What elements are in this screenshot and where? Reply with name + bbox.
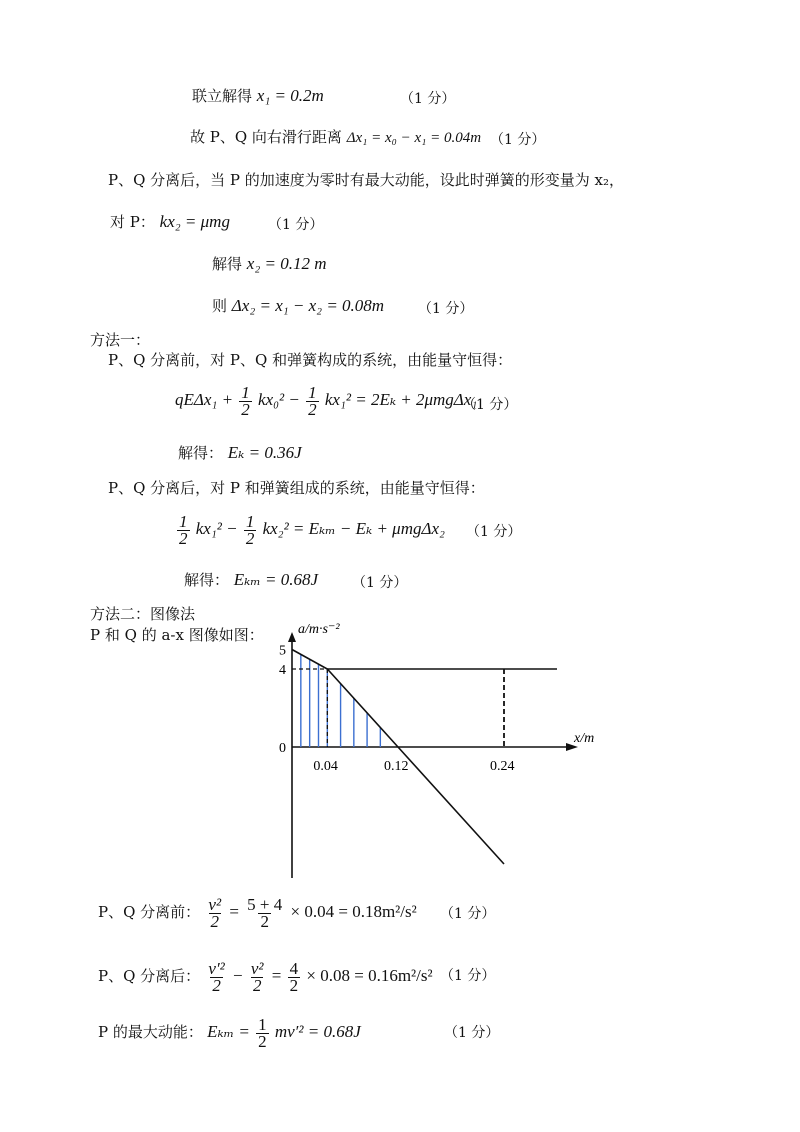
denominator: 2 — [260, 911, 269, 931]
fraction — [206, 894, 223, 931]
method-one-heading: 方法一： — [90, 331, 151, 349]
equation: Δx₁ = x₀ − x₁ = 0.04m — [346, 130, 482, 146]
text: 则 — [212, 297, 228, 315]
denominator: 2 — [252, 975, 262, 995]
numerator: v² — [208, 894, 222, 914]
y-tick-label: 0 — [279, 741, 286, 756]
numerator: 1 — [308, 382, 317, 402]
equation-max-ke — [98, 1012, 361, 1052]
score-badge: （1 分） — [462, 397, 518, 413]
fraction — [245, 894, 284, 931]
line-max-ke-condition: P、Q 分离后，当 P 的加速度为零时有最大动能，设此时弹簧的形变量为 x₂， — [108, 171, 625, 189]
text: P 的最大动能： — [98, 1023, 203, 1041]
y-tick-label: 5 — [279, 643, 286, 659]
denominator: 2 — [210, 911, 219, 931]
y-axis-arrow — [288, 632, 296, 642]
graph-caption: P 和 Q 的 a-x 图像如图： — [90, 626, 264, 644]
denominator: 2 — [258, 1031, 267, 1051]
numerator: 1 — [258, 1014, 267, 1034]
numerator: 1 — [179, 511, 188, 531]
term: mv′² = 0.68J — [274, 1022, 361, 1041]
line-energy-after: P、Q 分离后，对 P 和弹簧组成的系统，由能量守恒得： — [108, 479, 485, 497]
operator: = — [229, 902, 239, 921]
x-tick-label: 0.12 — [384, 759, 409, 774]
score-badge: （1 分） — [444, 1025, 500, 1041]
equation: x₁ = 0.2m — [256, 86, 324, 105]
text: 故 P、Q 向右滑行距离 — [190, 128, 342, 146]
term: kx₀² − — [258, 390, 300, 409]
denominator: 2 — [245, 528, 255, 548]
denominator: 2 — [241, 399, 250, 419]
method-two-heading: 方法二：图像法 — [90, 605, 196, 623]
x-axis-label: x/m — [574, 731, 595, 746]
equation: Eₖ = 0.36J — [227, 443, 302, 462]
text: 对 P： — [110, 213, 155, 231]
numerator: 4 — [289, 958, 299, 978]
fraction-half — [256, 1014, 269, 1051]
line-energy-before: P、Q 分离前，对 P、Q 和弹簧构成的系统，由能量守恒得： — [108, 351, 513, 369]
numerator: v² — [250, 958, 264, 978]
fraction — [249, 958, 266, 995]
term: Eₖₘ = — [207, 1022, 250, 1041]
numerator: 5 + 4 — [247, 894, 283, 914]
equation-after-separation — [98, 956, 433, 996]
text: 联立解得 — [192, 87, 253, 105]
equation: Δx₂ = x₁ − x₂ = 0.08m — [231, 296, 385, 315]
score-badge: （1 分） — [490, 132, 546, 148]
term: kx₁² = 2Eₖ + 2μmgΔx₁ — [324, 390, 478, 409]
equation-before-separation — [98, 892, 417, 932]
fraction — [288, 958, 301, 995]
operator: = — [271, 966, 282, 985]
fraction — [206, 958, 226, 995]
equation: Eₖₘ = 0.68J — [233, 570, 319, 589]
term: qEΔx₁ + — [175, 390, 234, 409]
numerator: 1 — [245, 511, 255, 531]
equation: kx₂ = μmg — [159, 212, 230, 231]
text: 解得 — [212, 255, 243, 273]
score-badge: （1 分） — [268, 217, 324, 233]
y-axis-label: a/m·s⁻² — [298, 622, 340, 637]
text: P、Q 分离后： — [98, 967, 201, 985]
score-badge: （1 分） — [440, 968, 496, 984]
denominator: 2 — [308, 399, 317, 419]
score-badge: （1 分） — [440, 906, 496, 922]
score-badge: （1 分） — [418, 301, 474, 317]
numerator: v′² — [208, 958, 225, 978]
text: P、Q 分离前： — [98, 903, 201, 921]
x-tick-label: 0.04 — [313, 759, 338, 774]
denominator: 2 — [289, 975, 299, 995]
term: × 0.08 = 0.16m²/s² — [306, 966, 433, 985]
y-tick-label: 4 — [279, 663, 286, 678]
term: kx₁² − — [195, 519, 238, 538]
operator: − — [233, 966, 243, 985]
x-tick-label: 0.24 — [490, 759, 515, 774]
numerator: 1 — [241, 382, 250, 402]
text: 解得： — [178, 444, 224, 462]
equation: x₂ = 0.12 m — [246, 254, 327, 273]
score-badge: （1 分） — [352, 575, 408, 591]
denominator: 2 — [212, 975, 221, 995]
denominator: 2 — [179, 528, 188, 548]
text: 解得： — [184, 571, 230, 589]
term: × 0.04 = 0.18m²/s² — [290, 902, 417, 921]
term: kx₂² = Eₖₘ − Eₖ + μmgΔx₂ — [262, 519, 445, 538]
score-badge: （1 分） — [466, 524, 522, 540]
score-badge: （1 分） — [400, 91, 456, 107]
series-p-line — [292, 650, 504, 865]
